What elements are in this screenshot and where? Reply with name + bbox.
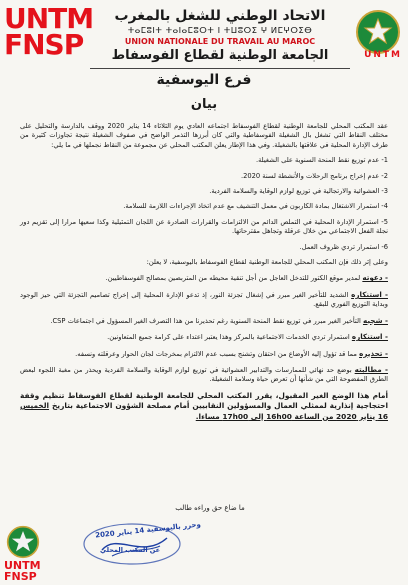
list-item: 5- استمرار الإدارة المحلية في التملص الدائم من الالتزامات والقرارات الصادرة عن اللجان التمثيلية وكذا سعيها مرارا إلى تقزيم دور نجلة الفعل الاجتماعي من خلال عرقلة وتجاهل مقترحاتها. [20,217,388,236]
demand-item [20,332,388,342]
document-title: بيان [190,97,218,112]
footer-star-emblem-icon [6,525,40,559]
stamp-date: وحرر باليوسفية 14 يناير 2020 [94,520,202,540]
demand-item [20,365,388,385]
demand-keyword: - دعوته [362,273,388,283]
list-item: 4- استمرار الاشتغال بمادة الكاربون في معمل التنشيف مع عدم اتخاذ الإجراءات اللازمة للسلامة. [123,202,388,211]
footer-logo-untm: UNTM [4,559,41,572]
union-name-arabic: الاتحاد الوطني للشغل بالمغرب [114,8,326,24]
untm-fnsp-logo [4,2,94,61]
demand-text: مما قد تؤول إليه الأوضاع من احتقان وتشنج بسبب عدم الالتزام بمخرجات لجان الحوار وعرقلته ونسفه. [75,349,360,358]
logo-line-untm: UNTM [4,2,94,35]
demand-keyword: - تحذيره [359,348,388,358]
demand-keyword: - شجبه [362,315,388,325]
demand-item [20,316,388,326]
demand-item [20,273,388,283]
demand-keyword: - مطالبته [354,364,389,374]
right-logo-text: UNTM [364,50,402,60]
demand-text: لمدير موقع الكتور للتدخل العاجل من أجل تنقية محيطه من المتربصين بمصالح الفوسفاطيين. [105,274,363,283]
list-item: 6- استمرار تردي ظروف العمل. [299,242,388,251]
demand-text: بوضع حد نهائي للممارسات والتدابير العشوائية في توزيع لوازم الوقاية والسلامة الفردية ويحذر من مغبة اللجوء لبعض الطرق المفضوحة التي من شأنها أن تعرض حياة وسلامة الشغيلة. [20,365,388,384]
intro-paragraph: عقد المكتب المحلي للجامعة الوطنية لقطاع الفوسفاط اجتماعه العادي يوم الثلاثاء 14 يناير 2020 ووقف بالدارسة والتحليل على مختلف النقاط التي تشغل بال الشغيلة الفوسفاطية والتي كان أبرزها التذمر الواضح في صفوف الشغيلة نتيجة تجاوزات كثيرة من طرف الإدارة المحلية في علاقتها بالشغيلة. وفي هذا الإطار يعلن المكتب المحلي عن مجموعة من النقاط نجملها في ما يلي: [20,122,388,149]
list-item: 2- عدم إخراج برنامج الرحلات والأنشطة لسنة 2020. [241,171,388,180]
demand-text: الشديد للتأخير الغير مبرر في إشغال تجزئة النور، إذ تدعو الإدارة المحلية إلى إخراج تصاميم التجزئة التي حيز الوجود وبداية التوزيع الفوري للبقع. [20,290,388,309]
branch-name: فرع اليوسفية [156,72,252,88]
footer-logo-fnsp: FNSP [4,570,37,583]
protest-date-time: الخميس 16 يناير 2020 من الساعة 16h00 إلى 17h00 مساءا. [20,401,388,421]
statement-body [20,122,388,422]
star-emblem-icon [356,10,400,54]
protest-decision [20,391,388,423]
demand-keyword: - استنكاره [351,289,388,299]
demand-text: استمرار تردي الخدمات الاجتماعية بالمركز وهذا يعتبر اعتداء على كرامة جميع المتعاونين. [107,333,352,342]
logo-line-fnsp: FNSP [4,28,84,61]
closing-block [150,504,270,512]
declaration-lead: وعلى إثر ذلك فإن المكتب المحلي للجامعة الوطنية لقطاع الفوسفاط باليوسفية، لا يعلن: [146,258,388,267]
protest-decision-text: أمام هذا الوضع الغير المقبول، يقرر المكتب المحلي للجامعة الوطنية لقطاع الفوسفاط تنظيم وقفة احتجاجية إنذارية لممثلي العمال والمسؤولين النقابيين أمام مصلحة الشؤون الاجتماعية بتاريخ [20,390,388,411]
office-stamp-icon [72,512,192,572]
union-name-french: UNION NATIONALE DU TRAVAIL AU MAROC [124,37,316,46]
header-divider [90,68,350,69]
closing-slogan: ما ضاع حق وراءه طالب [175,504,245,512]
union-name-tifinagh: ⵜⴰⵎⵓⵏⵜ ⵜⴰⵏⴰⵎⵓⵔⵜ ⵏ ⵜⵡⵓⵔⵉ ⵖ ⵍⵎⵖⵔⵉⴱ [127,26,313,36]
list-item: 1- عدم توزيع نقط المنحة السنوية على الشغيلة. [255,156,388,165]
stamp-label: عن المكتب المحلي [100,546,161,554]
footer-logo [4,560,41,582]
demand-item [20,349,388,359]
federation-name: الجامعة الوطنية لقطاع الفوسفاط [111,48,329,63]
demand-item [20,290,388,310]
list-item: 3- العشوائية والارتجالية في توزيع لوازم الوقاية والسلامة الفردية. [209,187,388,196]
demand-keyword: - استنكاره [351,332,388,342]
demand-text: التأخير الغير مبرر في توزيع نقط المنحة السنوية رغم تحذيرنا من هذا التصرف الغير المسؤول في اجتماعات CSP. [50,316,363,325]
